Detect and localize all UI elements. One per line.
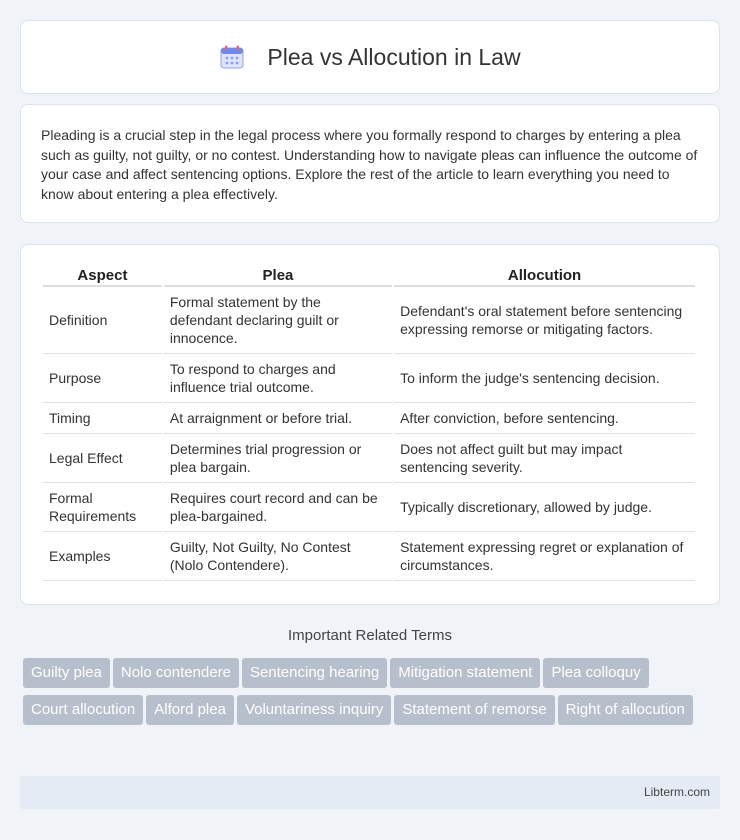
tag-right-of-allocution[interactable]: Right of allocution	[558, 695, 693, 725]
header-allocution: Allocution	[394, 267, 695, 287]
table-row	[43, 483, 695, 532]
tag-voluntariness-inquiry[interactable]: Voluntariness inquiry	[237, 695, 391, 725]
footer	[20, 776, 720, 809]
cell-allocution: To inform the judge's sentencing decision.	[394, 354, 695, 403]
cell-plea: Formal statement by the defendant declaring guilt or innocence.	[164, 287, 392, 354]
cell-allocution: After conviction, before sentencing.	[394, 403, 695, 434]
cell-plea: Determines trial progression or plea bargain.	[164, 434, 392, 483]
cell-plea: At arraignment or before trial.	[164, 403, 392, 434]
table-row	[43, 434, 695, 483]
tag-guilty-plea[interactable]: Guilty plea	[23, 658, 110, 688]
cell-plea: Requires court record and can be plea-bargained.	[164, 483, 392, 532]
intro-card	[20, 104, 720, 223]
cell-allocution: Statement expressing regret or explanation of circumstances.	[394, 532, 695, 581]
table-row	[43, 287, 695, 354]
table-row	[43, 532, 695, 581]
related-terms-title: Important Related Terms	[288, 627, 452, 644]
cell-aspect: Timing	[43, 403, 162, 434]
calendar-icon	[219, 44, 245, 70]
table-header-row	[43, 267, 695, 287]
tag-alford-plea[interactable]: Alford plea	[146, 695, 234, 725]
cell-plea: Guilty, Not Guilty, No Contest (Nolo Contendere).	[164, 532, 392, 581]
cell-allocution: Typically discretionary, allowed by judge.	[394, 483, 695, 532]
cell-aspect: Purpose	[43, 354, 162, 403]
intro-text: Pleading is a crucial step in the legal process where you formally respond to charges by entering a plea such as guilty, not guilty, or no contest. Understanding how to navigate pleas can influence the outcome of your case and affect sentencing options. Explore the rest of the article to learn everything you need to know about entering a plea effectively.	[41, 127, 698, 202]
footer-site-link[interactable]: Libterm.com	[643, 785, 710, 799]
cell-plea: To respond to charges and influence trial outcome.	[164, 354, 392, 403]
cell-allocution: Does not affect guilt but may impact sentencing severity.	[394, 434, 695, 483]
header-plea: Plea	[164, 267, 392, 287]
cell-aspect: Examples	[43, 532, 162, 581]
tag-sentencing-hearing[interactable]: Sentencing hearing	[242, 658, 387, 688]
table-row	[43, 354, 695, 403]
tag-court-allocution[interactable]: Court allocution	[23, 695, 143, 725]
header-aspect: Aspect	[43, 267, 162, 287]
tag-statement-of-remorse[interactable]: Statement of remorse	[394, 695, 554, 725]
comparison-table	[41, 267, 697, 581]
title-wrap	[219, 44, 520, 71]
tag-plea-colloquy[interactable]: Plea colloquy	[543, 658, 648, 688]
page-title: Plea vs Allocution in Law	[267, 43, 521, 70]
cell-allocution: Defendant's oral statement before sentencing expressing remorse or mitigating factors.	[394, 287, 695, 354]
related-terms-list	[23, 658, 723, 732]
cell-aspect: Legal Effect	[43, 434, 162, 483]
cell-aspect: Definition	[43, 287, 162, 354]
tag-nolo-contendere[interactable]: Nolo contendere	[113, 658, 239, 688]
header-card	[20, 20, 720, 94]
comparison-card	[20, 244, 720, 605]
cell-aspect: Formal Requirements	[43, 483, 162, 532]
table-row	[43, 403, 695, 434]
tag-mitigation-statement[interactable]: Mitigation statement	[390, 658, 540, 688]
